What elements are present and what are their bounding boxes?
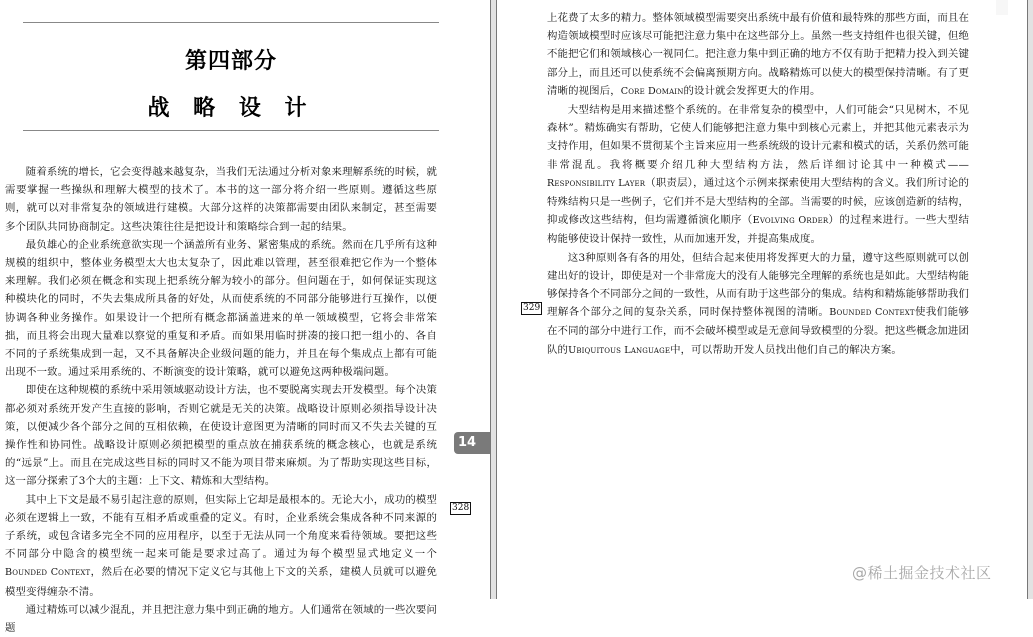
part-title-heading: 战 略 设 计 xyxy=(147,96,315,121)
top-rule xyxy=(23,22,439,23)
paragraph: 这3种原则各有各的用处，但结合起来使用将发挥更大的力量，遵守这些原则就可以创建出好的设计，即使是对一个非常庞大的没有人能够完全理解的系统也是如此。大型结构能够保持各个不同部分之间的一致性，从而有助于这些部分的集成。结构和精炼能够帮助我们理解各个部分之间的复杂关系，同时保持整体视图的清晰。Bounded Context使我们能够在不同的部分中进行工作，而不会破坏模型或是无意间导致模型的分裂。把这些概念加进团队的Ubiquitous Language中，可以帮助开发人员找出他们自己的解决方案。 xyxy=(547,251,969,356)
left-page-body xyxy=(5,163,437,637)
right-scroll-edge[interactable] xyxy=(1027,0,1033,599)
pattern-term: Evolving Order xyxy=(752,215,829,227)
part-number-heading: 第四部分 xyxy=(184,49,277,74)
right-page-body xyxy=(547,9,969,360)
bottom-rule xyxy=(23,130,439,131)
paragraph: 大型结构是用来描述整个系统的。在非常复杂的模型中，人们可能会“只见树木，不见森林”。精炼确实有帮助，它使人们能够把注意力集中到核心元素上，并把其他元素表示为支持作用，但如果不贯彻某个主旨来应用一些系统级的设计元素和模式的话，关系仍然可能非常混乱。我将概要介绍几种大型结构方法，然后详细讨论其中一种模式——Responsibility Layer（职责层），通过这个示例来探索使用大型结构的含义。我们所讨论的特殊结构只是一些例子，它们并不是大型结构的全部。当需要的时候，应该创造新的结构，抑或修改这些结构，但均需遵循演化顺序（Evolving Order）的过程来进行。一些大型结构能够使设计保持一致性，从而加速开发，并提高集成度。 xyxy=(547,104,969,246)
page-reference-329: 329 xyxy=(523,303,541,313)
paragraph: 上花费了太多的精力。整体领域模型需要突出系统中最有价值和最特殊的那些方面，而且在构造领域模型时应该尽可能把注意力集中在这些部分上。虽然一些支持组件也很关键，但绝不能把它们和领域核心一视同仁。把注意力集中到正确的地方不仅有助于把精力投入到关键部分上，而且还可以使系统不会偏离预期方向。战略精炼可以使大的模型保持清晰。有了更清晰的视图后，Core Domain的设计就会发挥更大的作用。 xyxy=(547,12,969,97)
paragraph: 即使在这种规模的系统中采用领域驱动设计方法，也不要脱离实现去开发模型。每个决策都必须对系统开发产生直接的影响，否则它就是无关的决策。战略设计原则必须指导设计决策，以便减少各个部分之间的互相依赖，在使设计意图更为清晰的同时而又不失去关键的互操作性和协同性。战略设计原则必须把模型的重点放在捕获系统的概念核心，也就是系统的“远景”上。而且在完成这些目标的同时又不能为项目带来麻烦。为了帮助实现这些目标，这一部分探索了3个大的主题：上下文、精炼和大型结构。 xyxy=(5,384,437,488)
paragraph: 随着系统的增长，它会变得越来越复杂，当我们无法通过分析对象来理解系统的时候，就需要掌握一些操纵和理解大模型的技术了。本书的这一部分将介绍一些原则。遵循这些原则，就可以对非常复杂的领域进行建模。大部分这样的决策都需要由团队来制定，甚至需要多个团队共同协商制定。这些决策往往是把设计和策略综合到一起的结果。 xyxy=(5,166,437,233)
paragraph: 其中上下文是最不易引起注意的原则，但实际上它却是最根本的。无论大小，成功的模型必须在逻辑上一致，不能有互相矛盾或重叠的定义。有时，企业系统会集成各种不同来源的子系统，或包含诸多完全不同的应用程序，以至于无法从同一个角度来看待领域。要把这些不同部分中隐含的模型统一起来可能是要求过高了。通过为每个模型显式地定义一个Bounded Context，然后在必要的情况下定义它与其他上下文的关系，建模人员就可以避免模型变得缠杂不清。 xyxy=(5,493,437,598)
left-page xyxy=(0,0,490,635)
page-reference-328: 328 xyxy=(452,503,470,513)
paragraph: 最负雄心的企业系统意欲实现一个涵盖所有业务、紧密集成的系统。然而在几乎所有这种规模的组织中，整体业务模型太大也太复杂了，因此难以管理，甚至很难把它作为一个整体来理解。我们必须在概念和实现上把系统分解为较小的部分。但问题在于，如何保证实现这种模块化的同时，不失去集成所具备的好处，从而使系统的不同部分能够进行互操作，以便协调各种业务操作。如果设计一个把所有概念都涵盖进来的单一领域模型，它将会非常笨拙，而且将会出现大量难以察觉的重复和矛盾。而如果用临时拼凑的接口把一组小的、各自不同的子系统集成到一起，又不具备解决企业级问题的能力，并且在每个集成点上都有可能出现不一致。通过采用系统的、不断演变的设计策略，就可以避免这两种极端问题。 xyxy=(5,238,437,379)
faint-mark xyxy=(996,0,1008,15)
paragraph: 通过精炼可以减少混乱，并且把注意力集中到正确的地方。人们通常在领域的一些次要问题 xyxy=(5,603,437,635)
pattern-term: Bounded Context xyxy=(829,307,915,319)
pattern-term: Core Domain xyxy=(620,85,684,97)
watermark: @稀土掘金技术社区 xyxy=(852,564,992,582)
pattern-term: Ubiquitous Language xyxy=(568,344,671,356)
pattern-term: Responsibility Layer xyxy=(547,177,646,189)
right-page xyxy=(497,0,1027,599)
pattern-term: Bounded Context xyxy=(5,567,91,579)
page-gutter xyxy=(490,0,497,599)
chapter-tab-marker[interactable]: 14 xyxy=(454,432,490,454)
